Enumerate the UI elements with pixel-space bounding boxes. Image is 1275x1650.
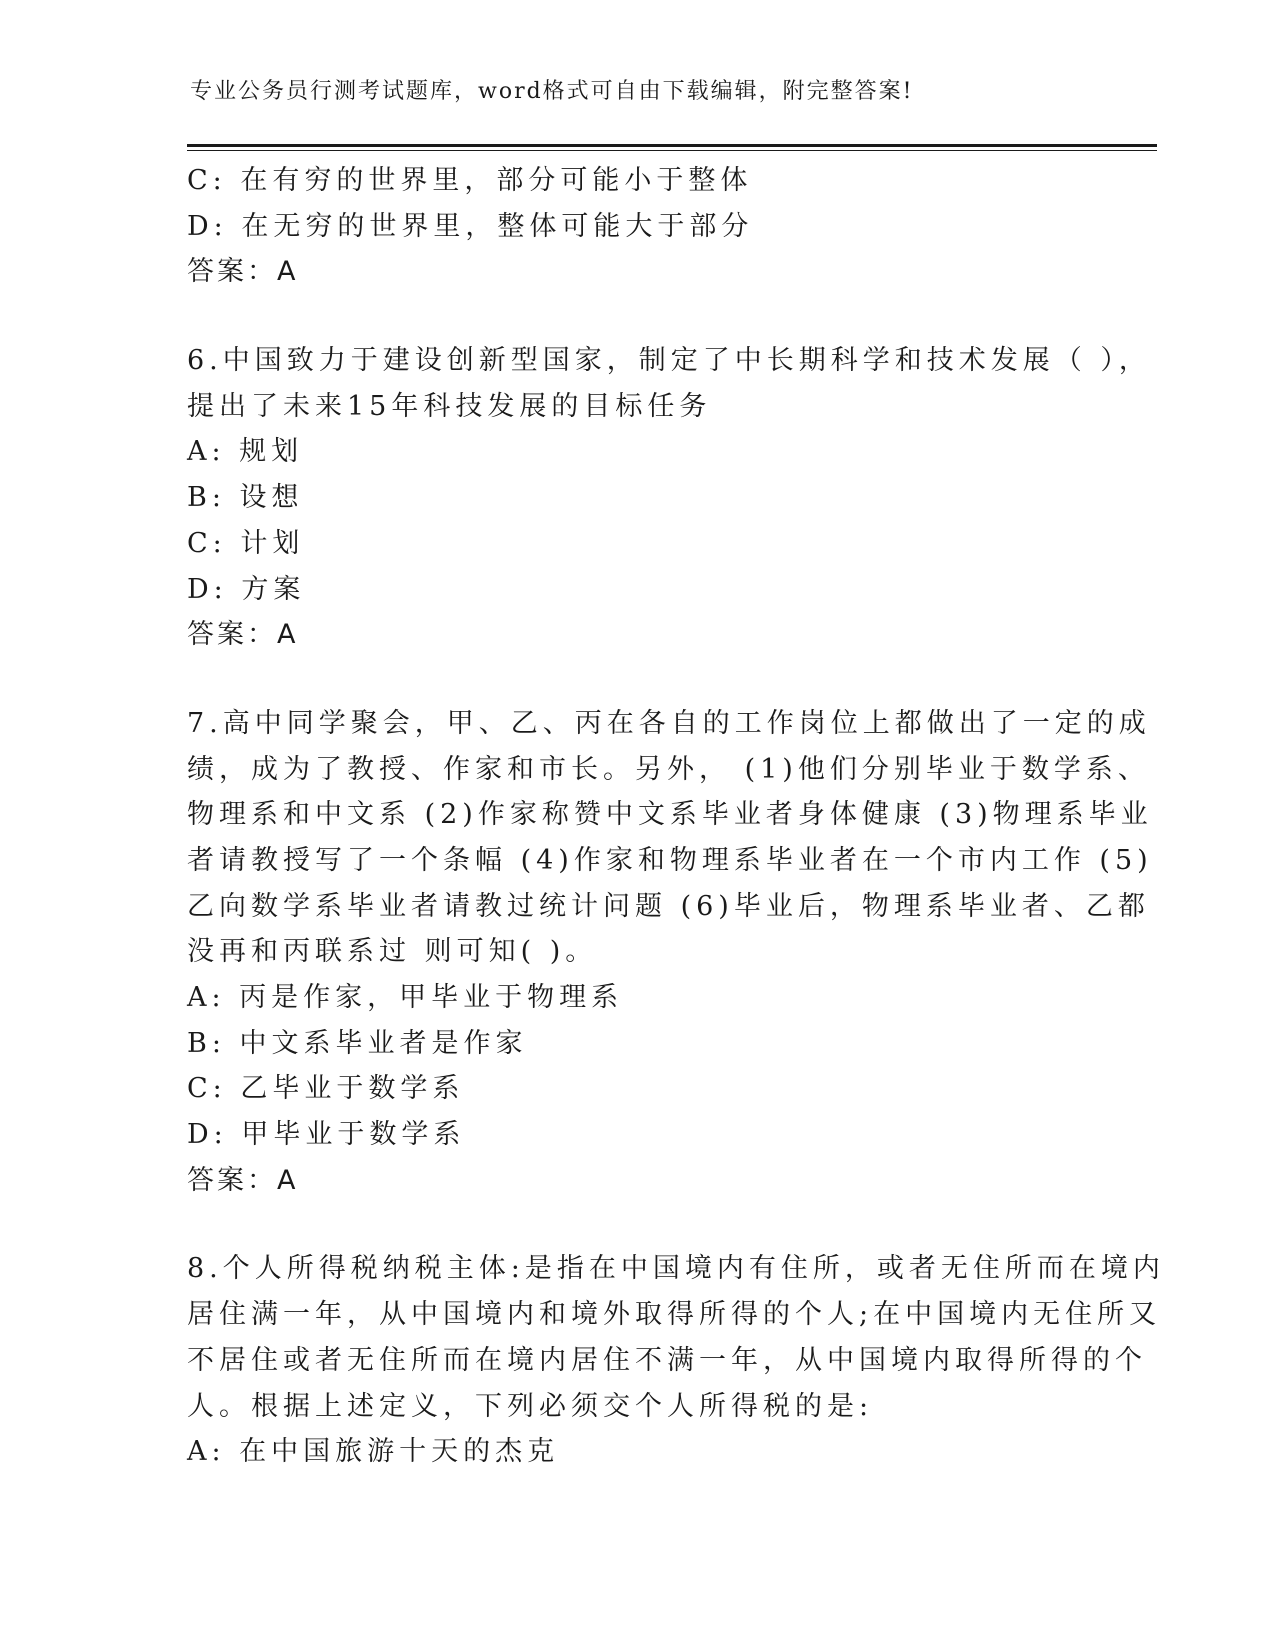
option-a: A: 在中国旅游十天的杰克	[187, 1436, 560, 1468]
question-stem-line: 乙向数学系毕业者请教过统计问题 (6)毕业后，物理系毕业者、乙都	[187, 890, 1150, 922]
question-stem-line: 者请教授写了一个条幅 (4)作家和物理系毕业者在一个市内工作 (5)	[187, 844, 1153, 876]
question-8	[187, 1246, 1165, 1474]
question-stem-line: 不居住或者无住所而在境内居住不满一年，从中国境内取得所得的个	[187, 1344, 1147, 1376]
option-d: D: 在无穷的世界里，整体可能大于部分	[187, 210, 754, 242]
question-stem-line: 提出了未来15年科技发展的目标任务	[187, 390, 712, 422]
page-header: 专业公务员行测考试题库，word格式可自由下载编辑，附完整答案!	[190, 79, 914, 104]
option-a: A: 规划	[187, 436, 304, 468]
question-content	[187, 158, 1165, 1475]
question-stem-line: 居住满一年，从中国境内和境外取得所得的个人;在中国境内无住所又	[187, 1299, 1162, 1331]
header-rule-thin	[187, 150, 1157, 151]
question-stem-line: 6.中国致力于建设创新型国家，制定了中长期科学和技术发展（ ），	[187, 345, 1151, 377]
question-stem-line: 人。根据上述定义，下列必须交个人所得税的是:	[187, 1390, 874, 1422]
option-b: B: 设想	[187, 482, 304, 514]
question-stem-line: 物理系和中文系 (2)作家称赞中文系毕业者身体健康 (3)物理系毕业	[187, 799, 1153, 831]
question-stem-line: 绩，成为了教授、作家和市长。另外， (1)他们分别毕业于数学系、	[187, 753, 1150, 785]
question-7	[187, 701, 1153, 1204]
prev-question	[187, 158, 1087, 295]
option-d: D: 方案	[187, 573, 306, 605]
question-stem-line: 没再和丙联系过 则可知( )。	[187, 936, 598, 968]
answer: 答案：A	[187, 619, 299, 651]
answer: 答案：A	[187, 1164, 299, 1196]
question-6	[187, 338, 1151, 658]
option-c: C: 在有穷的世界里，部分可能小于整体	[187, 165, 753, 196]
option-b: B: 中文系毕业者是作家	[187, 1027, 528, 1059]
option-c: C: 乙毕业于数学系	[187, 1073, 465, 1105]
question-stem-line: 8.个人所得税纳税主体:是指在中国境内有住所，或者无住所而在境内	[187, 1253, 1165, 1285]
option-c: C: 计划	[187, 527, 305, 559]
option-d: D: 甲毕业于数学系	[187, 1119, 466, 1151]
question-stem-line: 7.高中同学聚会，甲、乙、丙在各自的工作岗位上都做出了一定的成	[187, 707, 1151, 739]
option-a: A: 丙是作家，甲毕业于物理系	[187, 982, 624, 1013]
answer: 答案：A	[187, 256, 299, 288]
header-rule-thick	[187, 144, 1157, 147]
